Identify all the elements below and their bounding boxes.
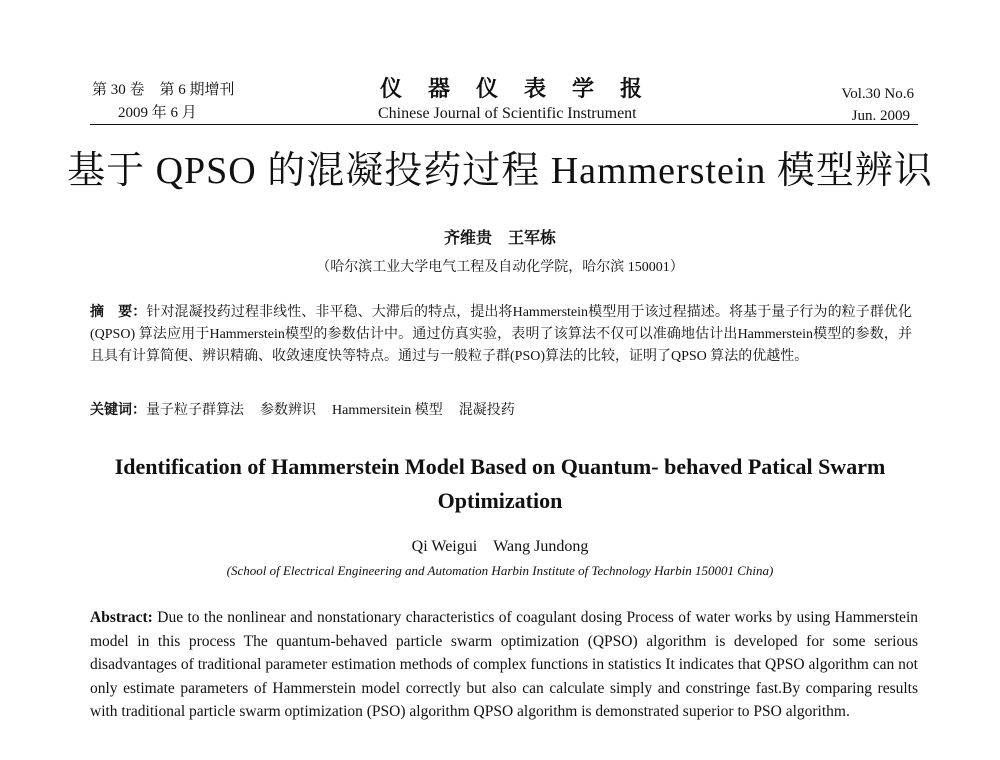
abstract-label-cn: 摘 要： [90,305,147,320]
journal-name-en: Chinese Journal of Scientific Instrument [378,105,637,122]
paper-title-cn: 基于 QPSO 的混凝投药过程 Hammerstein 模型辨识 [67,150,933,192]
abstract-en [90,606,918,724]
publication-date-en: Jun. 2009 [851,108,910,124]
paper-title-en: Identification of Hammerstein Model Based on Quantum- behaved Patical Swarm Optimization [114,454,886,513]
keywords-label-cn: 关键词： [90,403,146,418]
keywords-cn [90,400,912,422]
keyword: 参数辨识 [260,403,316,418]
author-name: Qi Weigui [411,538,478,555]
volume-issue-cn: 第 30 卷 第 6 期增刊 [92,82,235,98]
publication-date-cn: 2009 年 6 月 [118,105,197,121]
volume-issue-en: Vol.30 No.6 [841,86,914,102]
keyword: Hammersitein 模型 [332,403,443,418]
authors-cn: 齐维贵 王军栋 [443,230,556,247]
keyword: 量子粒子群算法 [146,403,244,418]
header-rule [90,124,918,125]
abstract-text-en: Due to the nonlinear and nonstationary characteristics of coagulant dosing Process of water works by using Hammerstein model in this process The quantum-behaved particle swarm optimization (QPSO) algorithm is developed for some serious disadvantages of traditional parameter estimation methods of complex functions in statistics It indicates that QPSO algorithm can not only estimate parameters of Hammerstein model correctly but also can calculate simply and constringe fast.By comparing results with traditional particle swarm optimization (PSO) algorithm QPSO algorithm is demonstrated superior to PSO algorithm. [90,609,918,720]
journal-name-cn: 仪器仪表学报 [380,76,669,101]
affiliation-en: (School of Electrical Engineering and Automation Harbin Institute of Technology Harbin 150001 China) [226,563,774,578]
abstract-text-cn: 针对混凝投药过程非线性、非平稳、大滞后的特点，提出将Hammerstein模型用于该过程描述。将基于量子行为的粒子群优化(QPSO) 算法应用于Hammerstein模型的参数估计中。通过仿真实验，表明了该算法不仅可以准确地估计出Hammerstein模型的参数，并且具有计算简便、辨识精确、收敛速度快等特点。通过与一般粒子群(PSO)算法的比较，证明了QPSO 算法的优越性。 [90,305,913,364]
affiliation-cn: （哈尔滨工业大学电气工程及自动化学院，哈尔滨 150001） [316,260,684,275]
authors-en [0,536,1000,558]
author-name: Wang Jundong [493,538,589,555]
keyword: 混凝投药 [458,403,515,418]
abstract-label-en: Abstract: [90,609,153,626]
abstract-cn [90,302,912,368]
